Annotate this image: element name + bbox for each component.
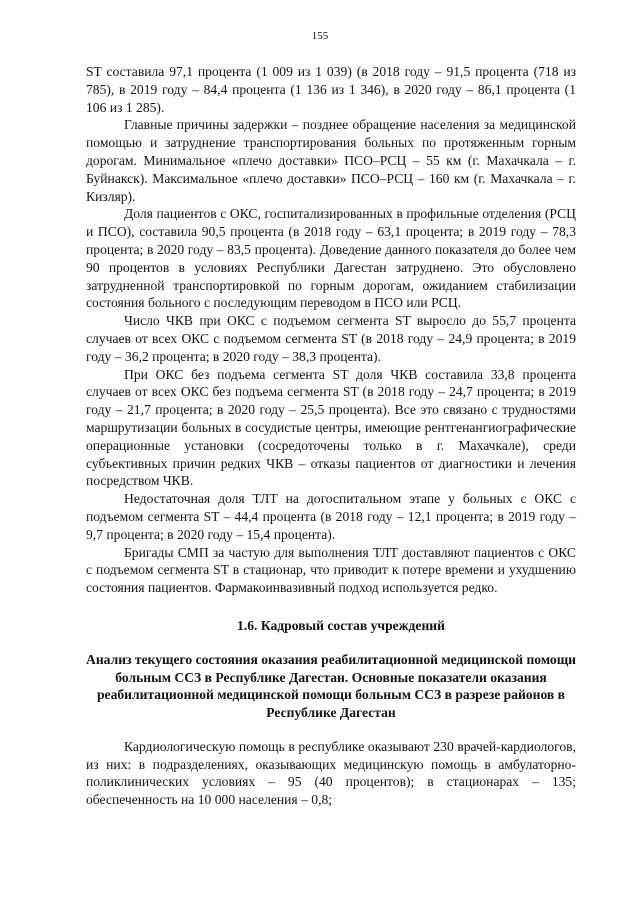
- page-content: [86, 63, 576, 809]
- section-heading: 1.6. Кадровый состав учреждений: [237, 617, 445, 633]
- paragraph-ems-brigades: Бригады СМП за частую для выполнения ТЛТ доставляют пациентов с ОКС с подъемом сегмента ST в стационар, что приводит к потере времени и ухудшению состояния пациентов. Фармакоинвазивный подход используется редко.: [86, 544, 576, 596]
- paragraph-tlt-share: Недостаточная доля ТЛТ на догоспитальном этапе у больных с ОКС с подъемом сегмента ST – 44,4 процента (в 2018 году – 12,1 процента; в 2019 году – 9,7 процента; в 2020 году – 15,4 процента).: [86, 491, 576, 542]
- paragraph-delay-reasons: Главные причины задержки – позднее обращение населения за медицинской помощью и затруднение транспортирования больных по протяженным горным дорогам. Минимальное «плечо доставки» ПСО–РСЦ – 55 км (г. Махачкала – г. Буйнакск). Максимальное «плечо доставки» ПСО–РСЦ – 160 км (г. Махачкала – г. Кизляр).: [86, 117, 576, 204]
- paragraph-oks-share: Доля пациентов с ОКС, госпитализированных в профильные отделения (РСЦ и ПСО), составила 90,5 процента (в 2018 году – 63,1 процента; в 2019 году – 78,3 процента; в 2020 году – 83,5 процента). Доведение данного показателя до более чем 90 процентов в условиях Республики Дагестан затруднено. Это обусловлено затрудненной транспортировкой по горным дорогам, ожиданием стабилизации состояния больного с последующим переводом в ПСО или РСЦ.: [86, 206, 576, 311]
- block-heading: Анализ текущего состояния оказания реабилитационной медицинской помощи больным ССЗ в Республике Дагестан. Основные показатели оказания реабилитационной медицинской помощи больным ССЗ в разрезе районов в Республике Дагестан: [86, 651, 577, 721]
- paragraph-pci-no-st-elevation: При ОКС без подъема сегмента ST доля ЧКВ составила 33,8 процента случаев от всех ОКС без подъема сегмента ST (в 2018 году – 24,7 процента; в 2019 году – 21,7 процента; в 2020 году – 25,5 процента). Все это связано с трудностями маршрутизации больных в сосудистые центры, имеющие рентгенангиографические операционные установки (сосредоточены только в г. Махачкале), среди субъективных причин редких ЧКВ – отказы пациентов от диагностики и лечения посредством ЧКВ.: [86, 366, 576, 489]
- paragraph-st-continuation: ST составила 97,1 процента (1 009 из 1 039) (в 2018 году – 91,5 процента (718 из 785), в 2019 году – 84,4 процента (1 136 из 1 346), в 2020 году – 86,1 процента (1 106 из 1 285).: [86, 64, 576, 115]
- spacer: [86, 722, 576, 738]
- paragraph-cardiologists: Кардиологическую помощь в республике оказывают 230 врачей-кардиологов, из них: в подразделениях, оказывающих медицинскую помощь в амбулаторно-поликлинических условиях – 95 (40 процентов); в стационарах – 135; обеспеченность на 10 000 населения – 0,8;: [86, 738, 576, 808]
- page-number: 155: [311, 30, 329, 42]
- paragraph-pci-st-elevation: Число ЧКВ при ОКС с подъемом сегмента ST выросло до 55,7 процента случаев от всех ОКС с подъемом сегмента ST (в 2018 году – 24,9 процента; в 2019 году – 36,2 процента; в 2020 году – 38,3 процента).: [86, 313, 576, 364]
